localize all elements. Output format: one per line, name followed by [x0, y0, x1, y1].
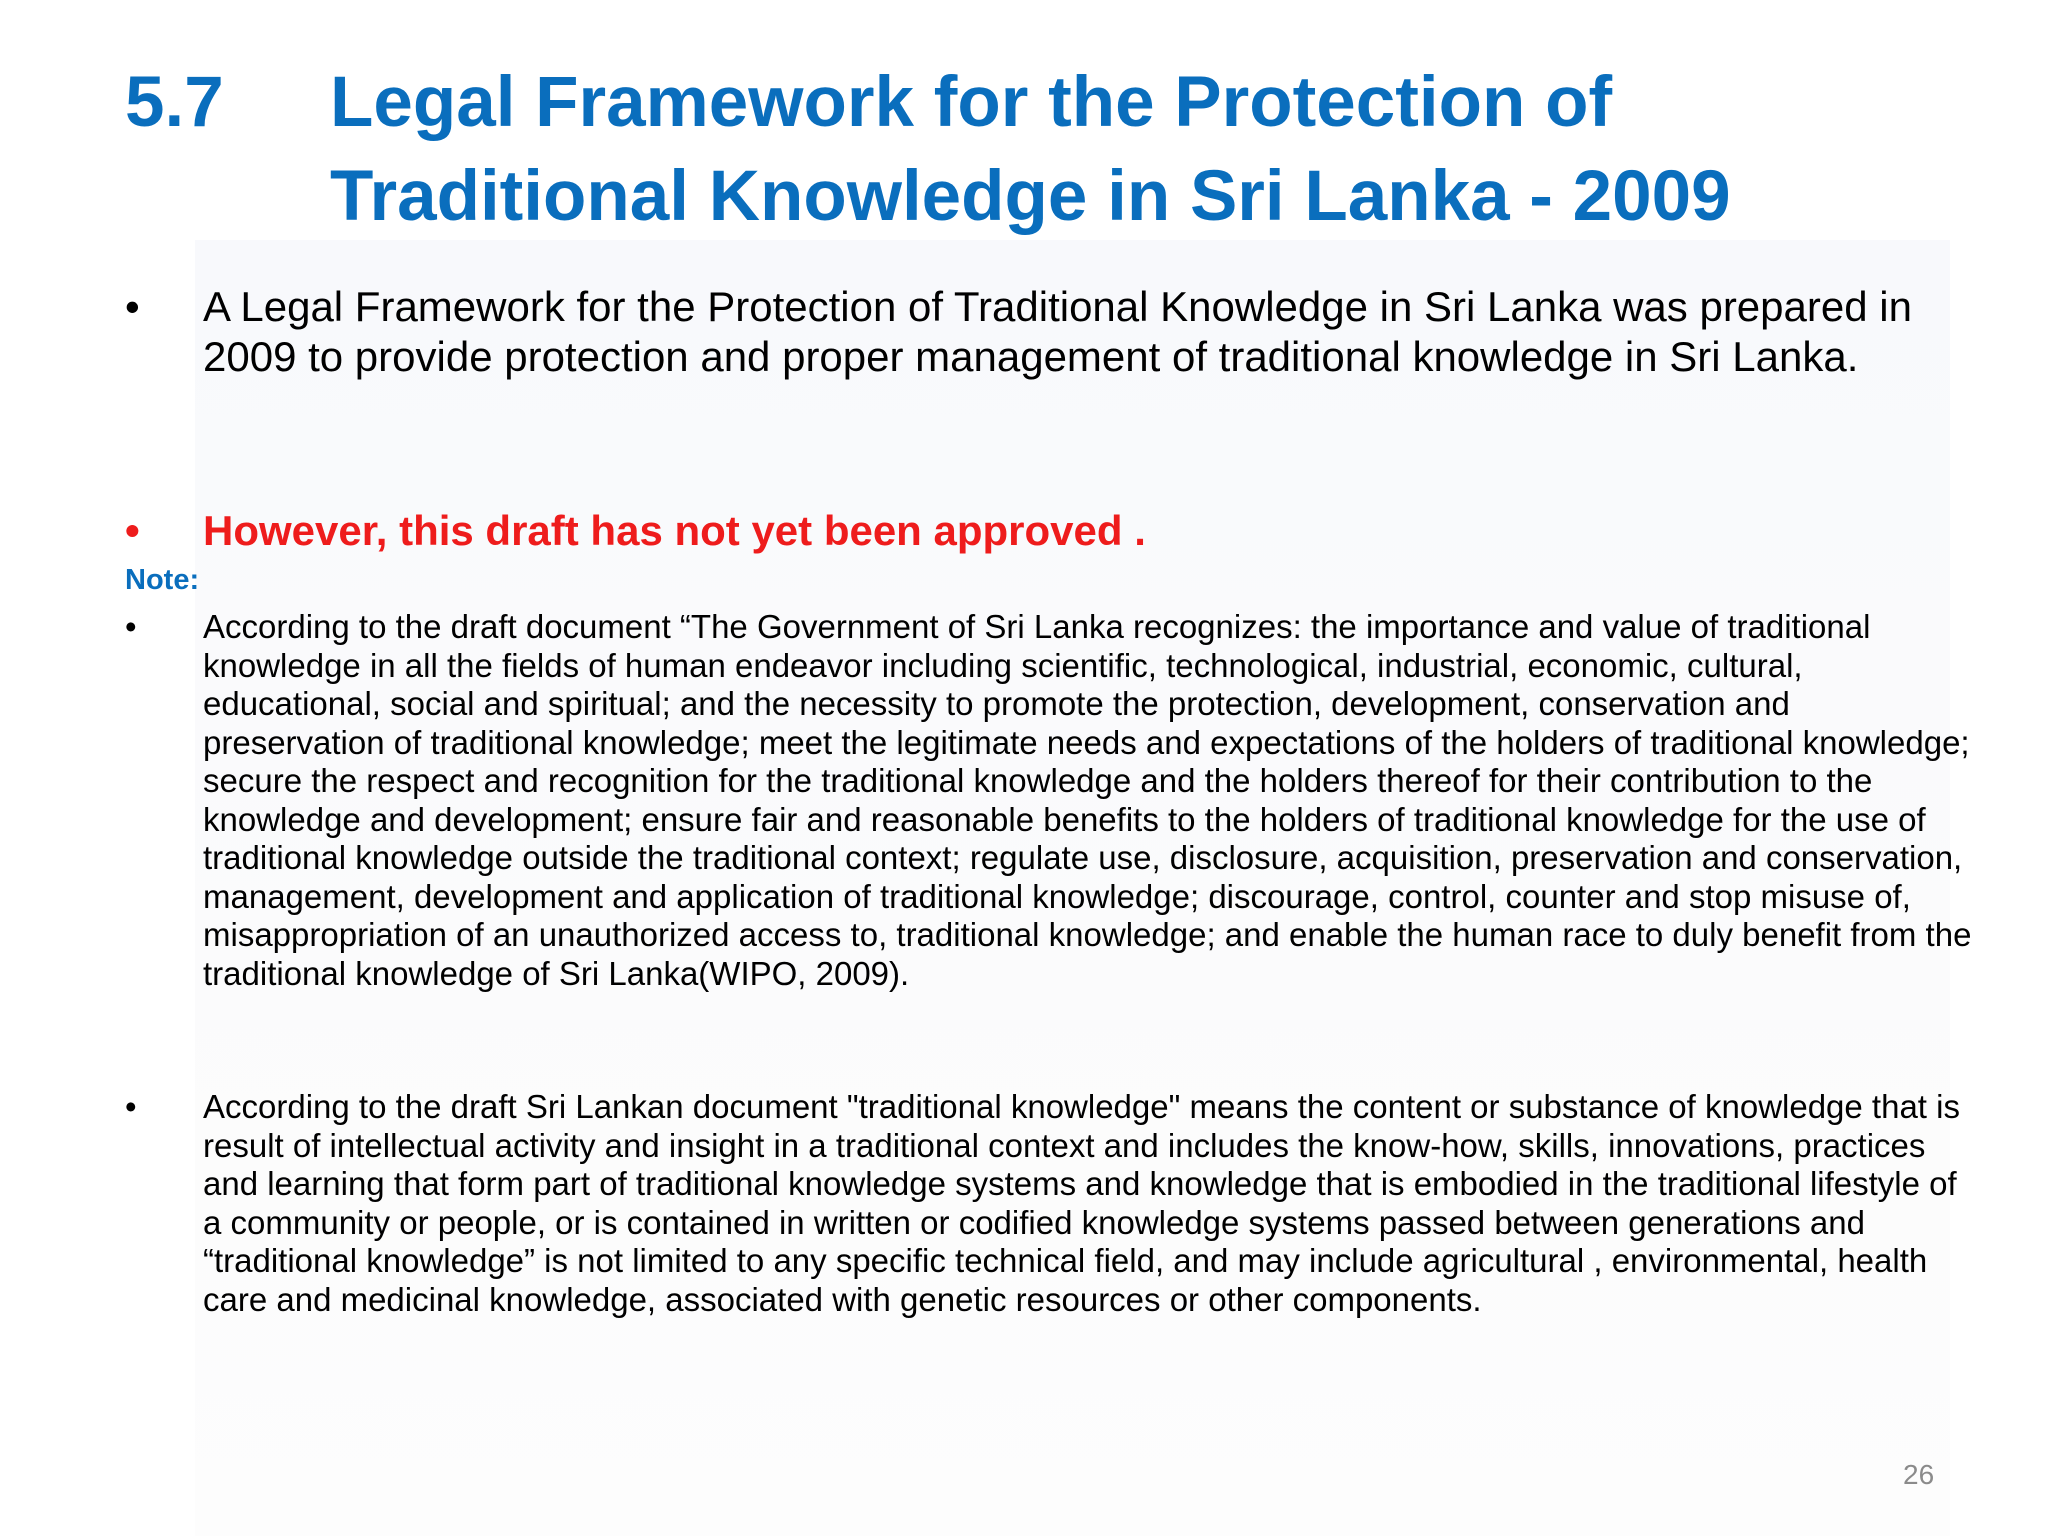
- slide-title: [125, 56, 1890, 244]
- section-number: 5.7: [125, 63, 224, 142]
- warning-text: However, this draft has not yet been approved .: [203, 507, 1146, 554]
- note-bullet-marker: •: [125, 608, 137, 645]
- note-paragraph: According to the draft Sri Lankan document "traditional knowledge" means the content or substance of knowledge that is result of intellectual activity and insight in a traditional context and includes the know-how, skills, innovations, practices and learning that form part of traditional knowledge systems and knowledge that is embodied in the traditional lifestyle of a community or people, or is contained in written or codified knowledge systems passed between generations and “traditional knowledge” is not limited to any specific technical field, and may include agricultural , environmental, health care and medicinal knowledge, associated with genetic resources or other components.: [203, 1088, 1960, 1318]
- note-bullet-marker: •: [125, 1088, 137, 1125]
- section-title: Legal Framework for the Protection of Traditional Knowledge in Sri Lanka - 2009: [330, 63, 1731, 236]
- warning-bullet-item: [125, 505, 1146, 557]
- bullet-marker: •: [125, 283, 140, 330]
- lead-bullet-item: [125, 282, 1963, 382]
- page-number: 26: [1903, 1459, 1935, 1490]
- note-label: Note:: [125, 564, 200, 596]
- lead-paragraph: A Legal Framework for the Protection of Traditional Knowledge in Sri Lanka was prepared in 2009 to provide protection and proper management of traditional knowledge in Sri Lanka.: [203, 283, 1912, 380]
- warning-bullet-marker: •: [125, 507, 140, 554]
- note-bullet-item: [125, 608, 1978, 993]
- note-paragraph: According to the draft document “The Government of Sri Lanka recognizes: the importance and value of traditional knowledge in all the fields of human endeavor including scientific, technological, industrial, economic, cultural, educational, social and spiritual; and the necessity to promote the protection, development, conservation and preservation of traditional knowledge; meet the legitimate needs and expectations of the holders of traditional knowledge; secure the respect and recognition for the traditional knowledge and the holders thereof for their contribution to the knowledge and development; ensure fair and reasonable benefits to the holders of traditional knowledge for the use of traditional knowledge outside the traditional context; regulate use, disclosure, acquisition, preservation and conservation, management, development and application of traditional knowledge; discourage, control, counter and stop misuse of, misappropriation of an unauthorized access to, traditional knowledge; and enable the human race to duly benefit from the traditional knowledge of Sri Lanka(WIPO, 2009).: [203, 608, 1972, 992]
- note-bullet-item: [125, 1088, 1978, 1319]
